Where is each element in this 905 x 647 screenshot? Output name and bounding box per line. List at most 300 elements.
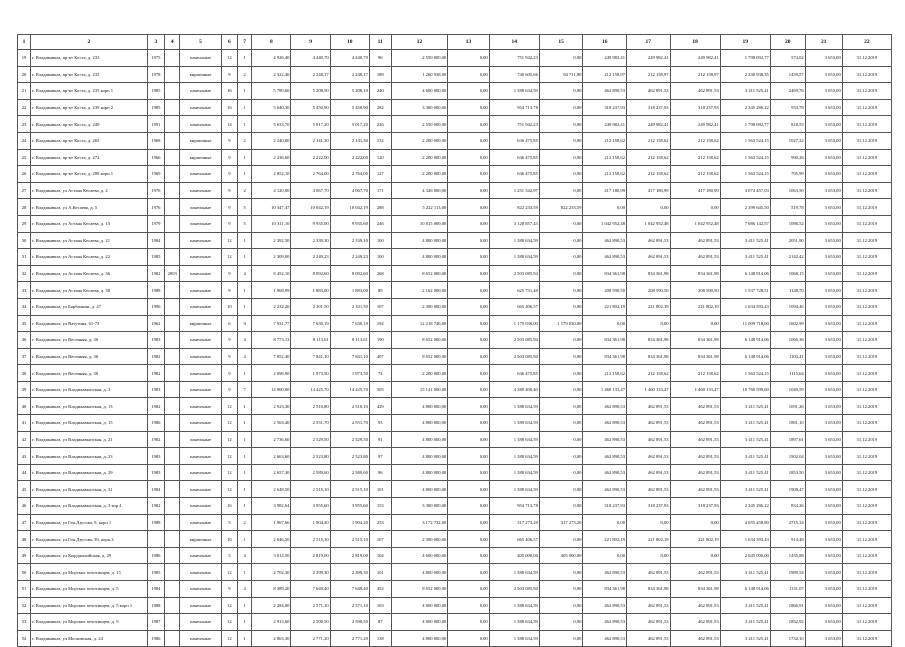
entrances-cell: 1: [238, 365, 252, 382]
wall-material-cell: панельные: [180, 448, 221, 465]
total-area-cell: 2 646,50: [252, 531, 291, 548]
cost-regional-cell: 0,00: [539, 448, 583, 465]
floors-cell: 12: [221, 448, 237, 465]
completion-date-cell: 31.12.2019: [842, 514, 891, 531]
year-reconstructed-cell: [165, 481, 180, 498]
cost-fund-cell: 1 388 634,59: [489, 481, 539, 498]
cost-federal-cell: 0,00: [448, 149, 489, 166]
cost-federal-cell: 0,00: [448, 265, 489, 282]
row-number-cell: 26: [18, 166, 31, 183]
residents-cell: 192: [369, 315, 391, 332]
cost-other-cell: 221 802,19: [670, 531, 720, 548]
total-cost-cell: 2 200 000,00: [391, 166, 448, 183]
cost-remaining-cell: 3 411 525,41: [720, 564, 770, 581]
cost-regional-cell: 0,00: [539, 215, 583, 232]
row-number-cell: 51: [18, 581, 31, 598]
cost-per-sqm-cell: 1435,88: [770, 547, 805, 564]
total-area-cell: 2 236,60: [252, 149, 291, 166]
cost-fund-cell: 2 503 085,94: [489, 581, 539, 598]
cost-fund-cell: 2 503 085,94: [489, 348, 539, 365]
entrances-cell: 1: [238, 149, 252, 166]
cost-per-sqm-cell: 1131,07: [770, 581, 805, 598]
cost-per-sqm-cell: 2469,76: [770, 83, 805, 100]
row-number-cell: 32: [18, 265, 31, 282]
address-cell: г. Владикавказ, ул Владикавказская, д. 13: [31, 398, 148, 415]
year-reconstructed-cell: [165, 614, 180, 631]
cost-federal-cell: 0,00: [448, 415, 489, 432]
cost-regional-cell: 0,00: [539, 265, 583, 282]
row-number-cell: 23: [18, 116, 31, 133]
cost-federal-cell: 0,00: [448, 581, 489, 598]
residential-area-cell: 7 841,10: [330, 348, 369, 365]
wall-material-cell: панельные: [180, 381, 221, 398]
cost-other-cell: 834 361,98: [670, 581, 720, 598]
table-row: [18, 66, 892, 83]
completion-date-cell: 31.12.2019: [842, 581, 891, 598]
row-number-cell: 37: [18, 348, 31, 365]
address-cell: г. Владикавказ, ул Владикавказская, д. 21: [31, 431, 148, 448]
cost-remaining-cell: 6 148 914,06: [720, 581, 770, 598]
cost-remaining-cell: 3 411 525,41: [720, 464, 770, 481]
living-area-cell: 10 042,19: [291, 199, 330, 216]
year-reconstructed-cell: [165, 581, 180, 598]
column-header: 2: [31, 35, 148, 50]
cost-owners-cell: 212 158,97: [627, 66, 671, 83]
living-area-cell: 2 571,10: [291, 597, 330, 614]
cost-per-sqm-cell: 574,02: [770, 50, 805, 67]
residential-area-cell: 2 529,50: [330, 431, 369, 448]
year-built-cell: 1982: [147, 498, 164, 515]
table-row: [18, 298, 892, 315]
completion-date-cell: 31.12.2019: [842, 348, 891, 365]
cost-fund-cell: 954 713,78: [489, 498, 539, 515]
address-cell: г. Владикавказ, пр-кт Коста, д. 239 корп 2: [31, 99, 148, 116]
year-reconstructed-cell: [165, 282, 180, 299]
wall-material-cell: панельные: [180, 166, 221, 183]
wall-material-cell: панельные: [180, 282, 221, 299]
completion-date-cell: 31.12.2019: [842, 564, 891, 581]
cost-regional-cell: 0,00: [539, 83, 583, 100]
address-cell: г. Владикавказ, пр-кт Коста, д. 233: [31, 50, 148, 67]
cost-owners-cell: 221 802,19: [627, 531, 671, 548]
cost-other-cell: 1 460 133,47: [670, 381, 720, 398]
max-cost-per-sqm-cell: 3 653,00: [805, 315, 842, 332]
column-header: 12: [391, 35, 448, 50]
cost-per-sqm-cell: 1852,92: [770, 614, 805, 631]
residential-area-cell: 5 450,90: [330, 99, 369, 116]
year-reconstructed-cell: [165, 348, 180, 365]
cost-remaining-cell: 3 074 457,03: [720, 182, 770, 199]
row-number-cell: 20: [18, 66, 31, 83]
row-number-cell: 35: [18, 315, 31, 332]
entrances-cell: 7: [238, 381, 252, 398]
cost-owners-cell: 462 891,53: [627, 597, 671, 614]
wall-material-cell: панельные: [180, 332, 221, 349]
row-number-cell: 36: [18, 332, 31, 349]
cost-regional-cell: 405 000,00: [539, 547, 583, 564]
living-area-cell: 5 017,20: [291, 116, 330, 133]
year-reconstructed-cell: [165, 149, 180, 166]
cost-federal-cell: 0,00: [448, 232, 489, 249]
cost-local-cell: 249 982,41: [583, 116, 627, 133]
address-cell: г. Владикавказ, ул Морских пехотинцев, д. 15: [31, 564, 148, 581]
cost-other-cell: 212 158,62: [670, 132, 720, 149]
total-cost-cell: 4 800 000,00: [391, 630, 448, 647]
residential-area-cell: 2 590,50: [330, 614, 369, 631]
completion-date-cell: 31.12.2019: [842, 415, 891, 432]
row-number-cell: 33: [18, 282, 31, 299]
residential-area-cell: 2 510,10: [330, 398, 369, 415]
floors-cell: 9: [221, 282, 237, 299]
total-area-cell: 5 780,60: [252, 83, 291, 100]
cost-remaining-cell: 10 760 599,60: [720, 381, 770, 398]
floors-cell: 12: [221, 398, 237, 415]
living-area-cell: 1 904,20: [291, 514, 330, 531]
address-cell: г. Владикавказ, ул Владикавказская, д. 3: [31, 381, 148, 398]
entrances-cell: 1: [238, 614, 252, 631]
table-row: [18, 249, 892, 266]
cost-owners-cell: 249 982,41: [627, 116, 671, 133]
residential-area-cell: 2 249,23: [330, 249, 369, 266]
cost-remaining-cell: 2 345 286,22: [720, 498, 770, 515]
living-area-cell: 7 630,19: [291, 315, 330, 332]
year-built-cell: [147, 531, 164, 548]
cost-regional-cell: 0,00: [539, 498, 583, 515]
row-number-cell: 19: [18, 50, 31, 67]
row-number-cell: 43: [18, 448, 31, 465]
cost-local-cell: 462 890,53: [583, 481, 627, 498]
max-cost-per-sqm-cell: 3 653,00: [805, 581, 842, 598]
cost-per-sqm-cell: 834,26: [770, 498, 805, 515]
living-area-cell: 2 249,23: [291, 249, 330, 266]
completion-date-cell: 31.12.2019: [842, 531, 891, 548]
residents-cell: 97: [369, 448, 391, 465]
address-cell: г. Владикавказ, ул Весенняя, д. 38: [31, 365, 148, 382]
cost-fund-cell: 1 388 634,59: [489, 597, 539, 614]
total-cost-cell: 4 600 000,00: [391, 83, 448, 100]
year-reconstructed-cell: [165, 66, 180, 83]
residential-area-cell: 2 523,80: [330, 448, 369, 465]
year-reconstructed-cell: [165, 630, 180, 647]
completion-date-cell: 31.12.2019: [842, 597, 891, 614]
cost-other-cell: 462 891,53: [670, 464, 720, 481]
max-cost-per-sqm-cell: 3 653,00: [805, 99, 842, 116]
row-number-cell: 30: [18, 232, 31, 249]
max-cost-per-sqm-cell: 3 653,00: [805, 332, 842, 349]
cost-remaining-cell: 1 563 524,15: [720, 149, 770, 166]
max-cost-per-sqm-cell: 3 653,00: [805, 298, 842, 315]
total-area-cell: 7 931,77: [252, 315, 291, 332]
living-area-cell: 2 523,80: [291, 448, 330, 465]
year-built-cell: 1976: [147, 199, 164, 216]
completion-date-cell: 31.12.2019: [842, 547, 891, 564]
cost-federal-cell: 0,00: [448, 398, 489, 415]
cost-local-cell: 212 158,62: [583, 365, 627, 382]
address-cell: г. Владикавказ, ул Владикавказская, д. 15: [31, 415, 148, 432]
entrances-cell: 4: [238, 581, 252, 598]
year-reconstructed-cell: [165, 564, 180, 581]
total-area-cell: 10 347,47: [252, 199, 291, 216]
completion-date-cell: 31.12.2019: [842, 99, 891, 116]
residential-area-cell: 4 440,70: [330, 50, 369, 67]
completion-date-cell: 31.12.2019: [842, 498, 891, 515]
wall-material-cell: кирпичные: [180, 149, 221, 166]
cost-local-cell: 0,00: [583, 514, 627, 531]
completion-date-cell: 31.12.2019: [842, 83, 891, 100]
entrances-cell: 2: [238, 132, 252, 149]
table-row: [18, 332, 892, 349]
max-cost-per-sqm-cell: 3 653,00: [805, 199, 842, 216]
cost-per-sqm-cell: 1902,04: [770, 448, 805, 465]
column-header: 18: [670, 35, 720, 50]
max-cost-per-sqm-cell: 3 653,00: [805, 531, 842, 548]
cost-per-sqm-cell: 1148,70: [770, 282, 805, 299]
cost-federal-cell: 0,00: [448, 199, 489, 216]
cost-fund-cell: 2 503 085,94: [489, 265, 539, 282]
cost-local-cell: 221 802,19: [583, 298, 627, 315]
cost-other-cell: 249 982,41: [670, 116, 720, 133]
living-area-cell: 2 590,50: [291, 614, 330, 631]
address-cell: г. Владикавказ, ул Владикавказская, д. 31: [31, 481, 148, 498]
address-cell: г. Владикавказ, ул Астана Кесаева, д. 22: [31, 249, 148, 266]
cost-federal-cell: 0,00: [448, 332, 489, 349]
total-cost-cell: 4 800 000,00: [391, 481, 448, 498]
cost-fund-cell: 1 389 634,59: [489, 415, 539, 432]
year-reconstructed-cell: [165, 83, 180, 100]
cost-per-sqm-cell: 519,78: [770, 199, 805, 216]
total-area-cell: 2 852,10: [252, 166, 291, 183]
table-row: [18, 282, 892, 299]
cost-other-cell: 0,00: [670, 547, 720, 564]
total-area-cell: 2 913,60: [252, 614, 291, 631]
living-area-cell: 2 248,17: [291, 66, 330, 83]
max-cost-per-sqm-cell: 3 653,00: [805, 265, 842, 282]
total-area-cell: 2 322,40: [252, 66, 291, 83]
column-header: 11: [369, 35, 391, 50]
living-area-cell: 7 649,40: [291, 581, 330, 598]
cost-federal-cell: 0,00: [448, 83, 489, 100]
year-built-cell: 1983: [147, 381, 164, 398]
total-cost-cell: 2 200 000,00: [391, 132, 448, 149]
residents-cell: 246: [369, 215, 391, 232]
cost-regional-cell: 0,00: [539, 415, 583, 432]
cost-owners-cell: 249 982,41: [627, 50, 671, 67]
living-area-cell: 2 515,10: [291, 481, 330, 498]
cost-other-cell: 462 891,53: [670, 614, 720, 631]
total-cost-cell: 4 800 000,00: [391, 249, 448, 266]
column-header: 20: [770, 35, 805, 50]
total-area-cell: 2 392,50: [252, 232, 291, 249]
table-row: [18, 614, 892, 631]
cost-regional-cell: 0,00: [539, 398, 583, 415]
floors-cell: 6: [221, 315, 237, 332]
year-built-cell: 1976: [147, 182, 164, 199]
total-area-cell: 3 014,50: [252, 547, 291, 564]
max-cost-per-sqm-cell: 3 653,00: [805, 464, 842, 481]
living-area-cell: 2 222,00: [291, 149, 330, 166]
cost-other-cell: 462 891,53: [670, 481, 720, 498]
cost-owners-cell: 462 891,53: [627, 431, 671, 448]
cost-regional-cell: 0,00: [539, 149, 583, 166]
cost-regional-cell: 0,00: [539, 481, 583, 498]
residents-cell: 153: [369, 498, 391, 515]
living-area-cell: 5 450,90: [291, 99, 330, 116]
floors-cell: 12: [221, 564, 237, 581]
cost-fund-cell: 2 503 085,94: [489, 332, 539, 349]
completion-date-cell: 31.12.2019: [842, 199, 891, 216]
cost-remaining-cell: 2 345 286,22: [720, 99, 770, 116]
cost-owners-cell: 212 158,62: [627, 365, 671, 382]
cost-remaining-cell: 1 634 593,43: [720, 298, 770, 315]
residents-cell: 407: [369, 348, 391, 365]
floors-cell: 10: [221, 298, 237, 315]
year-built-cell: 1982: [147, 398, 164, 415]
cost-remaining-cell: 2 645 000,00: [720, 547, 770, 564]
year-built-cell: 1983: [147, 464, 164, 481]
residents-cell: 96: [369, 50, 391, 67]
completion-date-cell: 31.12.2019: [842, 381, 891, 398]
floors-cell: 9: [221, 348, 237, 365]
cost-federal-cell: 0,00: [448, 182, 489, 199]
completion-date-cell: 31.12.2019: [842, 481, 891, 498]
year-reconstructed-cell: [165, 381, 180, 398]
cost-other-cell: 0,00: [670, 199, 720, 216]
cost-remaining-cell: 3 411 525,41: [720, 481, 770, 498]
cost-fund-cell: 636 475,85: [489, 149, 539, 166]
residential-area-cell: 14 425,70: [330, 381, 369, 398]
cost-federal-cell: 0,00: [448, 448, 489, 465]
table-row: [18, 215, 892, 232]
residents-cell: 100: [369, 249, 391, 266]
column-header: 13: [448, 35, 489, 50]
year-built-cell: 1983: [147, 332, 164, 349]
floors-cell: 9: [221, 365, 237, 382]
cost-local-cell: 462 890,53: [583, 83, 627, 100]
wall-material-cell: панельные: [180, 415, 221, 432]
wall-material-cell: панельные: [180, 614, 221, 631]
address-cell: г. Владикавказ, ул Весенняя, д. 36: [31, 332, 148, 349]
entrances-cell: 4: [238, 348, 252, 365]
total-area-cell: 4 120,00: [252, 182, 291, 199]
cost-remaining-cell: 7 686 142,57: [720, 215, 770, 232]
residential-area-cell: 8 113,61: [330, 332, 369, 349]
completion-date-cell: 31.12.2019: [842, 215, 891, 232]
cost-regional-cell: 0,00: [539, 166, 583, 183]
cost-local-cell: 0,00: [583, 199, 627, 216]
address-cell: г. Владикавказ, ул Кырджалийская, д. 29: [31, 547, 148, 564]
address-cell: г. Владикавказ, ул А.Кесаева, д. 5: [31, 199, 148, 216]
wall-material-cell: кирпичные: [180, 531, 221, 548]
row-number-cell: 52: [18, 597, 31, 614]
max-cost-per-sqm-cell: 3 653,00: [805, 132, 842, 149]
wall-material-cell: панельные: [180, 514, 221, 531]
cost-fund-cell: 1 251 542,97: [489, 182, 539, 199]
living-area-cell: 2 141,30: [291, 132, 330, 149]
completion-date-cell: 31.12.2019: [842, 50, 891, 67]
residential-area-cell: 2 771,20: [330, 630, 369, 647]
address-cell: г. Владикавказ, ул Московская, д. 24: [31, 630, 148, 647]
floors-cell: 9: [221, 215, 237, 232]
cost-local-cell: 318 237,93: [583, 498, 627, 515]
year-built-cell: 1966: [147, 149, 164, 166]
cost-per-sqm-cell: 1732,10: [770, 630, 805, 647]
cost-per-sqm-cell: 1602,99: [770, 315, 805, 332]
cost-other-cell: 0,00: [670, 514, 720, 531]
year-reconstructed-cell: [165, 531, 180, 548]
total-area-cell: 2 657,30: [252, 464, 291, 481]
total-cost-cell: 4 800 000,00: [391, 431, 448, 448]
cost-local-cell: 462 890,53: [583, 448, 627, 465]
year-reconstructed-cell: [165, 182, 180, 199]
entrances-cell: 1: [238, 415, 252, 432]
max-cost-per-sqm-cell: 3 653,00: [805, 66, 842, 83]
cost-other-cell: 221 802,19: [670, 298, 720, 315]
cost-per-sqm-cell: 2142,42: [770, 249, 805, 266]
cost-fund-cell: 1 388 634,59: [489, 83, 539, 100]
completion-date-cell: 31.12.2019: [842, 249, 891, 266]
total-area-cell: 2 232,20: [252, 298, 291, 315]
cost-remaining-cell: 6 148 914,06: [720, 265, 770, 282]
cost-fund-cell: 625 731,40: [489, 282, 539, 299]
cost-local-cell: 834 361,98: [583, 332, 627, 349]
living-area-cell: 2 551,70: [291, 415, 330, 432]
wall-material-cell: панельные: [180, 298, 221, 315]
floors-cell: 9: [221, 149, 237, 166]
residents-cell: 452: [369, 581, 391, 598]
entrances-cell: 1: [238, 464, 252, 481]
completion-date-cell: 31.12.2019: [842, 66, 891, 83]
wall-material-cell: панельные: [180, 83, 221, 100]
year-built-cell: 1983: [147, 448, 164, 465]
cost-regional-cell: 0,00: [539, 614, 583, 631]
total-cost-cell: 3 300 000,00: [391, 99, 448, 116]
cost-fund-cell: 1 388 634,59: [489, 464, 539, 481]
wall-material-cell: панельные: [180, 498, 221, 515]
year-built-cell: 1984: [147, 232, 164, 249]
year-built-cell: 1984: [147, 481, 164, 498]
year-reconstructed-cell: [165, 166, 180, 183]
entrances-cell: 1: [238, 481, 252, 498]
residential-area-cell: 7 630,19: [330, 315, 369, 332]
table-row: [18, 398, 892, 415]
entrances-cell: 1: [238, 431, 252, 448]
max-cost-per-sqm-cell: 3 653,00: [805, 116, 842, 133]
column-header: 6: [221, 35, 237, 50]
column-header: 5: [180, 35, 221, 50]
cost-per-sqm-cell: 1897,61: [770, 431, 805, 448]
total-area-cell: 2 096,90: [252, 365, 291, 382]
residents-cell: 132: [369, 132, 391, 149]
entrances-cell: 1: [238, 630, 252, 647]
year-built-cell: 1982: [147, 348, 164, 365]
living-area-cell: 2 529,50: [291, 431, 330, 448]
cost-remaining-cell: 2 330 938,35: [720, 66, 770, 83]
residents-cell: 171: [369, 182, 391, 199]
row-number-cell: 34: [18, 298, 31, 315]
cost-other-cell: 318 237,93: [670, 498, 720, 515]
cost-remaining-cell: 3 411 525,41: [720, 448, 770, 465]
cost-owners-cell: 462 891,53: [627, 249, 671, 266]
entrances-cell: 4: [238, 265, 252, 282]
cost-owners-cell: 212 158,62: [627, 149, 671, 166]
cost-regional-cell: 0,00: [539, 464, 583, 481]
max-cost-per-sqm-cell: 3 653,00: [805, 365, 842, 382]
row-number-cell: 49: [18, 547, 31, 564]
year-reconstructed-cell: [165, 398, 180, 415]
address-cell: г. Владикавказ, ул Владикавказская, д. 23: [31, 448, 148, 465]
cost-other-cell: 212 158,97: [670, 66, 720, 83]
cost-other-cell: 834 361,98: [670, 348, 720, 365]
